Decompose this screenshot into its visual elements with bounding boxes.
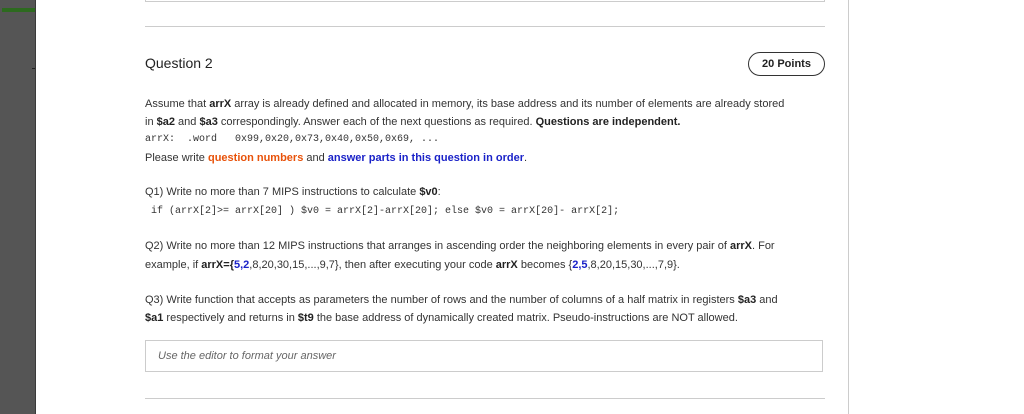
q3-line-2: $a1 respectively and returns in $t9 the base address of dynamically created matrix. Pseudo-instructions are NOT allowed. [145, 312, 738, 324]
previous-answer-box[interactable] [145, 0, 825, 2]
q3-line-1: Q3) Write function that accepts as parameters the number of rows and the number of columns of a half matrix in registers $a3 and [145, 294, 778, 306]
question-title: Question 2 [145, 55, 213, 71]
q1-text: Q1) Write no more than 7 MIPS instructions to calculate $v0: [145, 186, 441, 198]
page-border [848, 0, 849, 414]
q1-code: if (arrX[2]>= arrX[20] ) $v0 = arrX[2]-arrX[20]; else $v0 = arrX[20]- arrX[2]; [145, 206, 620, 217]
points-badge: 20 Points [748, 52, 825, 76]
sidebar-indicator [2, 8, 35, 12]
q2-line-2: example, if arrX={5,2,8,20,30,15,...,9,7}, then after executing your code arrX becomes {2,5,8,20,15,30,...,7,9}. [145, 259, 680, 271]
answer-editor[interactable] [145, 340, 823, 372]
tick [32, 68, 35, 69]
intro-line-1: Assume that arrX array is already defined and allocated in memory, its base address and its number of elements are already stored [145, 98, 785, 110]
intro-line-2: in $a2 and $a3 correspondingly. Answer each of the next questions as required. Questions are independent. [145, 116, 681, 128]
divider [145, 398, 825, 399]
instructions-line: Please write question numbers and answer parts in this question in order. [145, 152, 528, 164]
answer-placeholder: Use the editor to format your answer [158, 350, 336, 362]
divider [145, 26, 825, 27]
left-sidebar [0, 0, 36, 414]
q2-line-1: Q2) Write no more than 12 MIPS instructions that arranges in ascending order the neighboring elements in every pair of arrX. For [145, 240, 775, 252]
array-definition-code: arrX: .word 0x99,0x20,0x73,0x40,0x50,0x69, ... [145, 134, 440, 145]
